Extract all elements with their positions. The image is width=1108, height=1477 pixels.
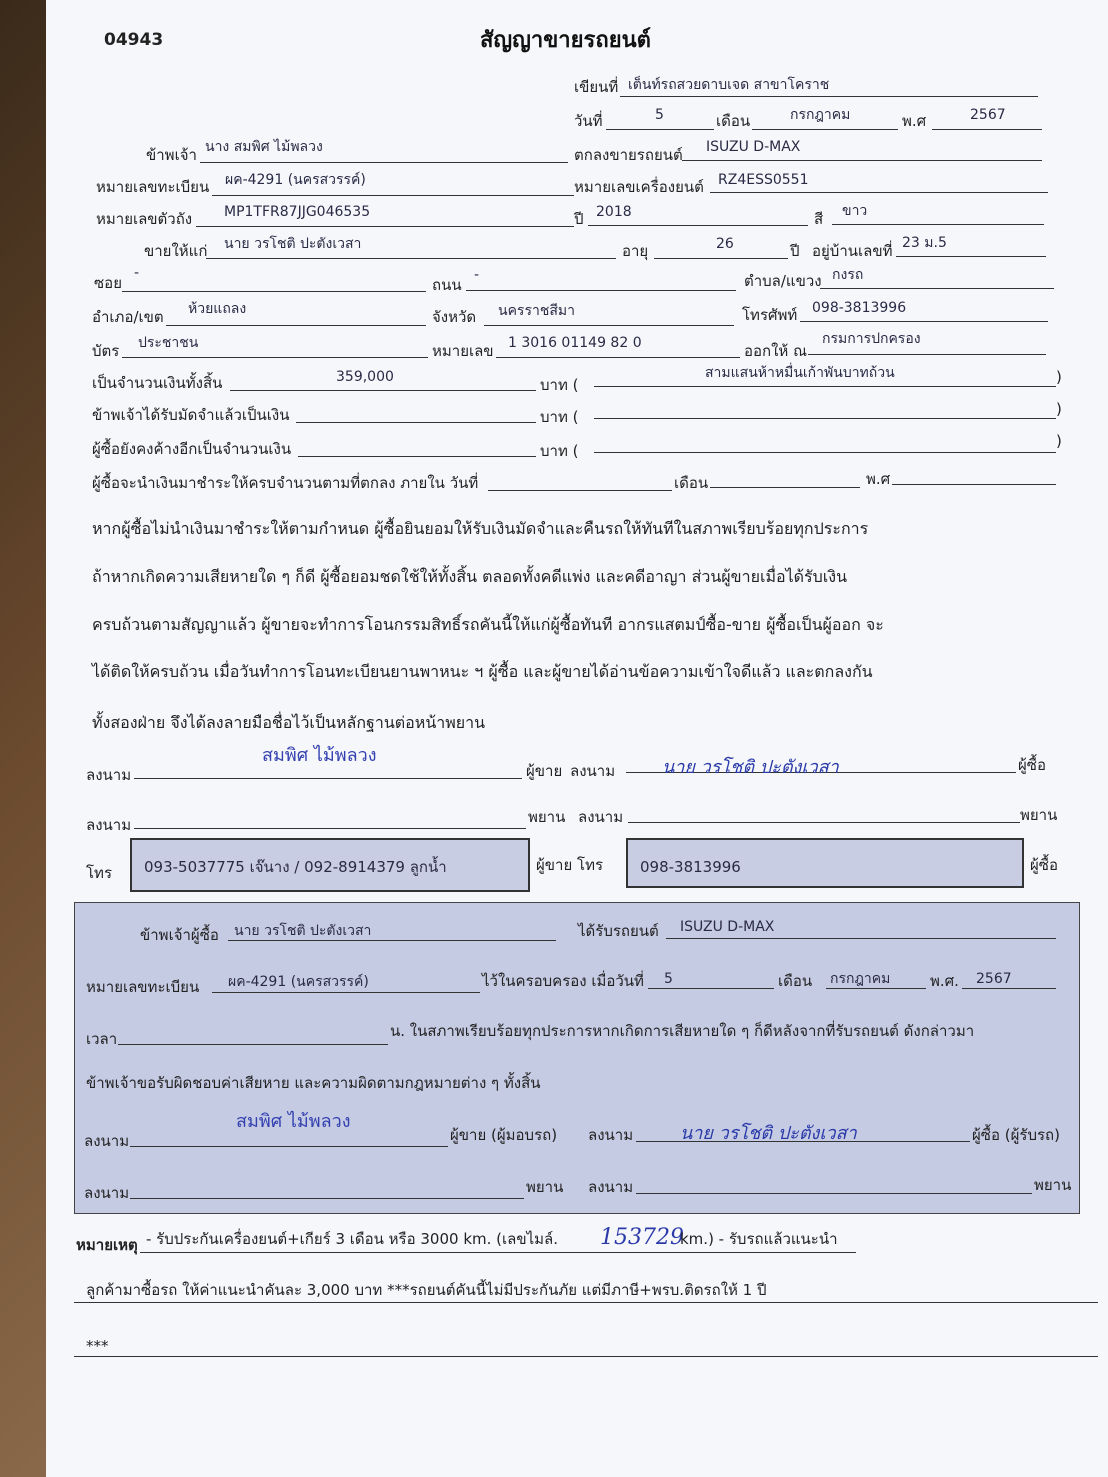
receipt-reg: ผค-4291 (นครสวรรค์) — [228, 974, 369, 990]
deposit-label: ข้าพเจ้าได้รับมัดจำแล้วเป็นเงิน — [92, 406, 290, 424]
year-label: ปี — [574, 210, 584, 228]
buyer-signature: นาย วรโชติ ปะตังเวสา — [662, 757, 839, 778]
car-color: ขาว — [842, 203, 868, 219]
terms-line-1: หากผู้ซื้อไม่นำเงินมาชำระให้ตามกำหนด ผู้ซื้อยินยอมให้รับเงินมัดจำและคืนรถให้ทันทีในสภาพเรียบร้อยทุกประการ — [92, 519, 869, 538]
date-day: 5 — [655, 107, 664, 123]
deposit-baht: บาท ( — [540, 408, 579, 426]
seller-role: ผู้ขาย — [526, 762, 563, 780]
issuer-value: กรมการปกครอง — [822, 331, 921, 347]
deposit-line — [296, 422, 536, 423]
id-card-label: บัตร — [92, 342, 120, 360]
subdistrict-label: ตำบล/แขวง — [744, 272, 822, 290]
receipt-seller-sign-label: ลงนาม — [84, 1132, 130, 1150]
date-year-line — [932, 129, 1042, 130]
remaining-label: ผู้ซื้อยังคงค้างอีกเป็นจำนวนเงิน — [92, 440, 292, 458]
soi-value: - — [134, 265, 140, 281]
district-label: อำเภอ/เขต — [92, 308, 164, 326]
id-card-line — [122, 357, 428, 358]
province-line — [484, 325, 734, 326]
receipt-reg-label: หมายเลขทะเบียน — [86, 978, 200, 996]
agree-sell-label: ตกลงขายรถยนต์ — [574, 146, 683, 164]
due-day-line — [488, 490, 672, 491]
date-day-label: วันที่ — [574, 112, 603, 130]
date-month-line — [752, 129, 898, 130]
date-year-label: พ.ศ — [902, 112, 927, 130]
buyer-role: ผู้ซื้อ — [1018, 756, 1046, 774]
receipt-day: 5 — [664, 971, 673, 987]
receipt-month-label: เดือน — [778, 972, 813, 990]
written-at-label: เขียนที่ — [574, 78, 619, 96]
receipt-time-label: เวลา — [86, 1030, 118, 1048]
notes-text-2: ลูกค้ามาซื้อรถ ให้ค่าแนะนำคันละ 3,000 บาท ***รถยนต์คันนี้ไม่มีประกันภัย แต่มีภาษี+พรบ.ติดรถให้ 1 ปี — [86, 1281, 767, 1299]
seller-phones: 093-5037775 เจ๊นาง / 092-8914379 ลูกน้ำ — [144, 858, 447, 876]
total-line — [230, 390, 536, 391]
seller-phones-box — [130, 838, 530, 892]
reg-value: ผค-4291 (นครสวรรค์) — [225, 172, 366, 188]
receipt-time-line — [118, 1044, 388, 1045]
reg-line — [212, 195, 574, 196]
witness1-line — [134, 828, 526, 829]
remaining-line — [298, 456, 536, 457]
subdistrict-line — [820, 288, 1054, 289]
reg-label: หมายเลขทะเบียน — [96, 178, 210, 196]
issuer-label: ออกให้ ณ — [744, 342, 807, 360]
total-label: เป็นจำนวนเงินทั้งสิ้น — [92, 374, 223, 392]
engine-number: RZ4ESS0551 — [718, 172, 809, 188]
remaining-close: ) — [1056, 432, 1062, 450]
due-label: ผู้ซื้อจะนำเงินมาชำระให้ครบจำนวนตามที่ตกลง ภายใน วันที่ — [92, 474, 479, 492]
deposit-words-line — [594, 418, 1056, 419]
receipt-buyer-line — [228, 940, 556, 941]
notes-text-3: *** — [86, 1337, 109, 1355]
total-baht: บาท ( — [540, 376, 579, 394]
color-line — [832, 224, 1044, 225]
buyer-line — [206, 258, 616, 259]
road-label: ถนน — [432, 276, 462, 294]
receipt-car-line — [666, 938, 1056, 939]
receipt-buyer-role: ผู้ซื้อ (ผู้รับรถ) — [972, 1126, 1060, 1144]
seller-line — [200, 162, 568, 163]
witness2-role: พยาน — [1020, 806, 1058, 824]
receipt-seller-line — [130, 1146, 448, 1147]
phone-value: 098-3813996 — [812, 300, 907, 316]
house-line — [896, 256, 1046, 257]
written-at-value: เต็นท์รถสวยดาบเจด สาขาโคราช — [628, 77, 830, 93]
road-line — [466, 290, 736, 291]
engine-line — [710, 192, 1048, 193]
district-line — [166, 325, 426, 326]
soi-label: ซอย — [94, 274, 122, 292]
date-month: กรกฎาคม — [790, 107, 851, 123]
date-year: 2567 — [970, 107, 1006, 123]
age-unit: ปี — [790, 242, 800, 260]
seller-name: นาง สมพิศ ไม้พลวง — [205, 139, 323, 155]
chassis-value: MP1TFR87JJG046535 — [224, 204, 371, 220]
receipt-witness1-role: พยาน — [526, 1178, 564, 1196]
phone-line — [800, 321, 1048, 322]
age-label: อายุ — [622, 242, 649, 260]
notes-label: หมายเหตุ — [76, 1236, 138, 1254]
province-label: จังหวัด — [432, 308, 477, 326]
receipt-seller-role: ผู้ขาย (ผู้มอบรถ) — [450, 1126, 558, 1144]
seller-phone-label: ผู้ขาย โทร — [536, 856, 604, 874]
district-value: ห้วยแถลง — [188, 301, 247, 317]
seller-sign-label: ลงนาม — [86, 766, 132, 784]
seller-sign-line — [134, 778, 522, 779]
remaining-baht: บาท ( — [540, 442, 579, 460]
terms-line-4: ได้ติดให้ครบถ้วน เมื่อวันทำการโอนทะเบียนยานพาหนะ ฯ ผู้ซื้อ และผู้ขายได้อ่านข้อความเข้าใจดีแล้ว และตกลงกัน — [92, 662, 873, 681]
total-words: สามแสนห้าหมื่นเก้าพันบาทถ้วน — [705, 365, 895, 381]
total-amount: 359,000 — [336, 369, 394, 385]
receipt-seller-signature: สมพิศ ไม้พลวง — [236, 1111, 351, 1132]
notes-text-1b: km.) - รับรถแล้วแนะนำ — [680, 1230, 838, 1248]
receipt-panel — [74, 902, 1080, 1214]
document-title: สัญญาขายรถยนต์ — [480, 28, 651, 53]
notes-line-2 — [74, 1302, 1098, 1303]
witness2-sign-label: ลงนาม — [578, 808, 624, 826]
buyer-phone-label: ผู้ซื้อ — [1030, 856, 1058, 874]
receipt-received-label: ได้รับรถยนต์ — [578, 922, 659, 940]
date-month-label: เดือน — [716, 112, 751, 130]
car-model: ISUZU D-MAX — [706, 139, 801, 155]
seller-label: ข้าพเจ้า — [146, 146, 197, 164]
car-line — [682, 160, 1042, 161]
buyer-age: 26 — [716, 236, 734, 252]
color-label: สี — [814, 210, 824, 228]
receipt-reg-line — [212, 992, 480, 993]
receipt-liability: ข้าพเจ้าขอรับผิดชอบค่าเสียหาย และความผิดตามกฎหมายต่าง ๆ ทั้งสิ้น — [86, 1074, 541, 1092]
receipt-year: 2567 — [976, 971, 1012, 987]
written-at-line — [620, 96, 1038, 97]
house-number: 23 ม.5 — [902, 235, 947, 251]
receipt-month: กรกฎาคม — [830, 971, 891, 987]
receipt-buyer-sign-label: ลงนาม — [588, 1126, 634, 1144]
chassis-line — [196, 226, 574, 227]
terms-line-5: ทั้งสองฝ่าย จึงได้ลงลายมือชื่อไว้เป็นหลักฐานต่อหน้าพยาน — [92, 713, 486, 732]
receipt-possession-label: ไว้ในครอบครอง เมื่อวันที่ — [482, 972, 644, 990]
witness2-line — [628, 822, 1020, 823]
date-day-line — [606, 129, 714, 130]
receipt-witness1-line — [130, 1198, 524, 1199]
receipt-witness2-sign-label: ลงนาม — [588, 1178, 634, 1196]
buyer-phone: 098-3813996 — [640, 858, 741, 876]
buyer-sign-label: ลงนาม — [570, 762, 616, 780]
receipt-time-text: น. ในสภาพเรียบร้อยทุกประการหากเกิดการเสียหายใด ๆ ก็ดีหลังจากที่รับรถยนต์ ดังกล่าวมา — [390, 1022, 975, 1040]
province-value: นครราชสีมา — [498, 303, 575, 319]
phones-label: โทร — [86, 864, 113, 882]
terms-line-3: ครบถ้วนตามสัญญาแล้ว ผู้ขายจะทำการโอนกรรมสิทธิ์รถคันนี้ให้แก่ผู้ซื้อทันที อากรแสตมป์ซื้อ-ขาย ผู้ซื้อเป็นผู้ออก จะ — [92, 615, 884, 634]
total-close: ) — [1056, 368, 1062, 386]
id-card-type: ประชาชน — [138, 335, 199, 351]
road-value: - — [474, 267, 480, 283]
buyer-name: นาย วรโชติ ปะตังเวสา — [224, 236, 362, 252]
receipt-month-line — [826, 988, 926, 989]
chassis-label: หมายเลขตัวถัง — [96, 210, 193, 228]
terms-line-2: ถ้าหากเกิดความเสียหายใด ๆ ก็ดี ผู้ซื้อยอมชดใช้ให้ทั้งสิ้น ตลอดทั้งคดีแพ่ง และคดีอาญา ส่วนผู้ขายเมื่อได้รับเงิน — [92, 567, 848, 586]
car-year: 2018 — [596, 204, 632, 220]
due-month-line — [710, 487, 860, 488]
id-number: 1 3016 01149 82 0 — [508, 335, 642, 351]
id-number-label: หมายเลข — [432, 342, 494, 360]
phone-label: โทรศัพท์ — [742, 306, 798, 324]
witness1-sign-label: ลงนาม — [86, 816, 132, 834]
subdistrict-value: กงรถ — [832, 267, 864, 283]
year-line — [588, 225, 808, 226]
seller-signature: สมพิศ ไม้พลวง — [262, 745, 377, 766]
receipt-witness2-line — [636, 1193, 1032, 1194]
total-words-line — [594, 386, 1056, 387]
notes-line-3 — [74, 1356, 1098, 1357]
receipt-witness1-sign-label: ลงนาม — [84, 1184, 130, 1202]
age-line — [654, 258, 788, 259]
due-year-line — [892, 484, 1056, 485]
receipt-car: ISUZU D-MAX — [680, 919, 775, 935]
house-label: อยู่บ้านเลขที่ — [812, 242, 893, 260]
deposit-close: ) — [1056, 400, 1062, 418]
due-month-label: เดือน — [674, 474, 709, 492]
receipt-buyer-signature: นาย วรโชติ ปะตังเวสา — [680, 1123, 857, 1144]
soi-line — [122, 291, 426, 292]
due-year-label: พ.ศ — [866, 470, 891, 488]
id-number-line — [496, 357, 740, 358]
witness1-role: พยาน — [528, 808, 566, 826]
buyer-phone-box — [626, 838, 1024, 888]
remaining-words-line — [594, 452, 1056, 453]
engine-label: หมายเลขเครื่องยนต์ — [574, 178, 704, 196]
buyer-label: ขายให้แก่ — [144, 242, 208, 260]
receipt-witness2-role: พยาน — [1034, 1176, 1072, 1194]
notes-line-1 — [140, 1252, 856, 1253]
issuer-line — [808, 354, 1046, 355]
receipt-day-line — [648, 988, 774, 989]
receipt-buyer-label: ข้าพเจ้าผู้ซื้อ — [140, 926, 219, 944]
document-number: 04943 — [104, 30, 164, 50]
receipt-year-label: พ.ศ. — [930, 972, 959, 990]
notes-text-1a: - รับประกันเครื่องยนต์+เกียร์ 3 เดือน หรือ 3000 km. (เลขไมล์. — [146, 1230, 558, 1248]
receipt-year-line — [962, 988, 1056, 989]
notes-mileage: 153729 — [600, 1225, 684, 1250]
receipt-buyer-name: นาย วรโชติ ปะตังเวสา — [234, 923, 372, 939]
